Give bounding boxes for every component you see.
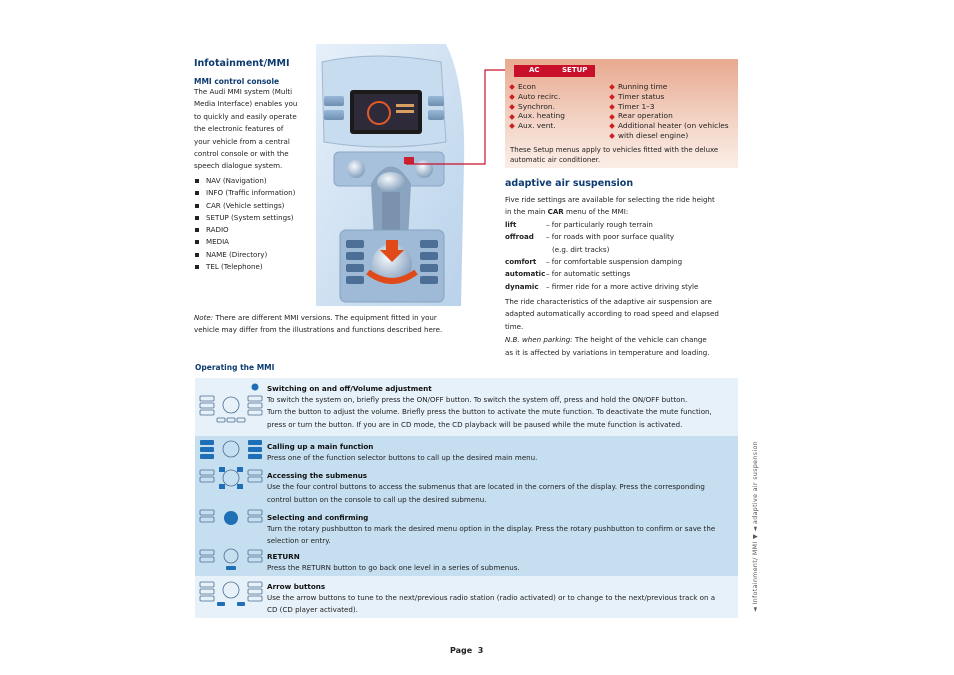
setup-note-line: These Setup menus apply to vehicles fitted with the deluxe (510, 146, 719, 154)
note-line: There are different MMI versions. The equipment fitted in your (213, 313, 437, 322)
list-item: Additional heater (on vehicles (609, 121, 737, 131)
suspension-title: adaptive air suspension (505, 178, 634, 189)
list-item: NAV (Navigation) (194, 175, 314, 187)
operating-row-title: Arrow buttons (267, 582, 326, 591)
list-item: INFO (Traffic information) (194, 187, 314, 199)
list-item-continued: with diesel engine) (609, 131, 737, 141)
list-item: Aux. heating (509, 111, 607, 121)
section-subtitle: MMI control console (194, 77, 280, 86)
operating-row-title: Switching on and off/Volume adjustment (267, 384, 432, 393)
intro-line: Media Interface) enables you (194, 99, 298, 109)
operating-row (195, 576, 738, 618)
setup-list-col2 (609, 82, 737, 141)
operating-group (195, 436, 738, 576)
list-item: Running time (609, 82, 737, 92)
list-item: Timer status (609, 92, 737, 102)
setup-list-col1 (509, 82, 607, 131)
mmi-panel-icon-arrows (195, 576, 265, 618)
list-item: NAME (Directory) (194, 249, 314, 261)
intro-line: Five ride settings are available for selecting the ride height (505, 195, 715, 204)
list-item: RADIO (194, 224, 314, 236)
operating-title: Operating the MMI (195, 363, 275, 372)
suspension-intro: Five ride settings are available for selecting the ride height in the main CAR menu of the MMI: (505, 194, 740, 219)
operating-row-title: Accessing the submenus (267, 471, 368, 481)
list-item: MEDIA (194, 236, 314, 248)
operating-row-title: Calling up a main function (267, 442, 374, 451)
list-item: Rear operation (609, 111, 737, 121)
intro-line: the electronic features of (194, 124, 284, 134)
list-item: Aux. vent. (509, 121, 607, 131)
mmi-panel-icons-group (195, 436, 265, 576)
operating-row (195, 378, 738, 436)
operating-row-text: Arrow buttons Use the arrow buttons to tune to the next/previous radio station (radio activated) or to change to the next/previous track on a CD (CD player activated). (267, 576, 732, 617)
tab-ac: AC (529, 66, 540, 74)
operating-row-text: Switching on and off/Volume adjustment To switch the system on, briefly press the ON/OFF button. To switch the system off, press and hold the ON/OFF button. Turn the button to adjust the volume. Briefly press the button to activate the mute function. To deactivate the mute function, press or turn the button. If you are in CD mode, the CD playback will be paused while the mute function is activated. (267, 378, 732, 431)
page-number: Page 3 (450, 646, 484, 655)
list-item: Econ (509, 82, 607, 92)
note-label: Note: (194, 313, 214, 322)
intro-line: your vehicle from a central (194, 136, 290, 146)
list-item: Auto recirc. (509, 92, 607, 102)
menu-tab-bar (514, 65, 595, 77)
intro-line: to quickly and easily operate (194, 111, 297, 121)
intro-line: control console or with the (194, 149, 289, 159)
operating-row-title: RETURN (267, 552, 300, 562)
note-line: vehicle may differ from the illustrations and functions described here. (194, 325, 443, 335)
list-item: Synchron. (509, 102, 607, 112)
list-item: CAR (Vehicle settings) (194, 200, 314, 212)
list-item: TEL (Telephone) (194, 261, 314, 273)
nb-label: N.B. when parking: (505, 335, 573, 345)
list-item: Timer 1–3 (609, 102, 737, 112)
suspension-paragraph: The ride characteristics of the adaptive air suspension are adapted automatically according to road speed and elapsed time. N.B. when parking: The height of the vehicle can change as it is affected by variations in temperature and loading. (505, 297, 719, 357)
tab-setup: SETUP (562, 66, 588, 74)
car-menu-label: CAR (547, 207, 564, 217)
setup-note (510, 146, 736, 165)
operating-group-text: Calling up a main function Press one of the function selector buttons to call up the desired main menu. Accessing the submenus Use the four control buttons to access the submenus that are located in the corners of the display. Press the corresponding control button on the console to call up the desired submenu. Selecting and confirming Turn the rotary pushbutton to mark the desired menu option in the display. Press the rotary pushbutton to confirm or save the selection or entry. RETURN Press the RETURN button to go back one level in a series of submenus. (267, 436, 732, 575)
operating-row-title: Selecting and confirming (267, 512, 369, 522)
mmi-panel-icon-onoff (195, 378, 265, 436)
page-title: Infotainment/MMI (194, 58, 290, 69)
intro-text (194, 86, 314, 173)
callout-connector (400, 66, 516, 170)
sidebar-navigation[interactable]: ◄ Infotainment/ MMI ▼ ◄ adaptive air suspension (752, 441, 759, 612)
setup-note-line: automatic air conditioner. (510, 155, 601, 164)
function-list (194, 175, 314, 273)
ride-settings-list: lift – for particularly rough terrain offroad – for roads with poor surface quality (e.g. dirt tracks) comfort – for comfortable suspension damping automatic – for automatic settings dynamic – firmer ride for a more active driving style (505, 220, 699, 291)
intro-line: speech dialogue system. (194, 161, 283, 171)
note-text (194, 312, 469, 337)
list-item: SETUP (System settings) (194, 212, 314, 224)
intro-line: The Audi MMI system (Multi (194, 87, 293, 96)
